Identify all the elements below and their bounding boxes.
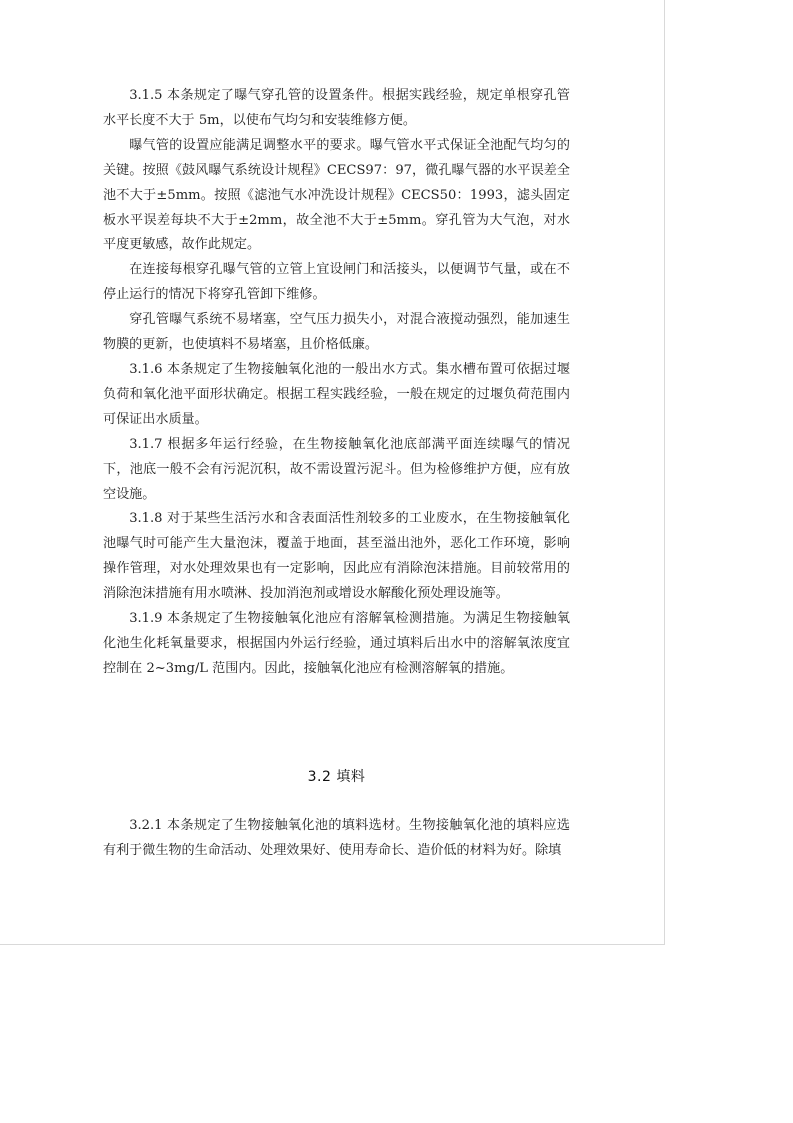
valve-joint-paragraph: 在连接每根穿孔曝气管的立管上宜设闸门和活接头，以便调节气量，或在不停止运行的情况下将穿孔管卸下维修。 — [103, 262, 570, 303]
section-3-2-body — [103, 814, 570, 864]
section-3-2-heading: 3.2 填料 — [307, 769, 366, 785]
aeration-pipe-level-paragraph: 曝气管的设置应能满足调整水平的要求。曝气管水平式保证全池配气均匀的关键。按照《鼓风曝气系统设计规程》CECS97：97，微孔曝气器的水平误差全池不大于±5mm。按照《滤池气水冲洗设计规程》CECS50：1993，滤头固定板水平误差每块不大于±2mm，故全池不大于±5mm。穿孔管为大气泡，对水平度更敏感，故作此规定。 — [103, 137, 570, 253]
clause-3-1-5: 3.1.5 本条规定了曝气穿孔管的设置条件。根据实践经验，规定单根穿孔管水平长度不大于 5m，以使布气均匀和安装维修方便。 — [103, 88, 570, 128]
clause-3-1-6: 3.1.6 本条规定了生物接触氧化池的一般出水方式。集水槽布置可依据过堰负荷和氧化池平面形状确定。根据工程实践经验，一般在规定的过堰负荷范围内可保证出水质量。 — [103, 361, 570, 427]
clause-3-2-1: 3.2.1 本条规定了生物接触氧化池的填料选材。生物接触氧化池的填料应选有利于微生物的生命活动、处理效果好、使用寿命长、造价低的材料为好。除填 — [103, 818, 570, 858]
section-3-1-body — [103, 84, 570, 682]
perforated-pipe-advantage-paragraph: 穿孔管曝气系统不易堵塞，空气压力损失小，对混合液搅动强烈，能加速生物膜的更新，也使填料不易堵塞，且价格低廉。 — [103, 312, 570, 353]
clause-3-1-9: 3.1.9 本条规定了生物接触氧化池应有溶解氧检测措施。为满足生物接触氧化池生化耗氧量要求，根据国内外运行经验，通过填料后出水中的溶解氧浓度宜控制在 2~3mg/L 范围内。因此，接触氧化池应有检测溶解氧的措施。 — [103, 611, 570, 676]
clause-3-1-8: 3.1.8 对于某些生活污水和含表面活性剂较多的工业废水，在生物接触氧化池曝气时可能产生大量泡沫，覆盖于地面，甚至溢出池外，恶化工作环境，影响操作管理，对水处理效果也有一定影响，因此应有消除泡沫措施。目前较常用的消除泡沫措施有用水喷淋、投加消泡剂或增设水解酸化预处理设施等。 — [103, 511, 570, 602]
clause-3-1-7: 3.1.7 根据多年运行经验，在生物接触氧化池底部满平面连续曝气的情况下，池底一般不会有污泥沉积，故不需设置污泥斗。但为检修维护方便，应有放空设施。 — [103, 436, 570, 502]
